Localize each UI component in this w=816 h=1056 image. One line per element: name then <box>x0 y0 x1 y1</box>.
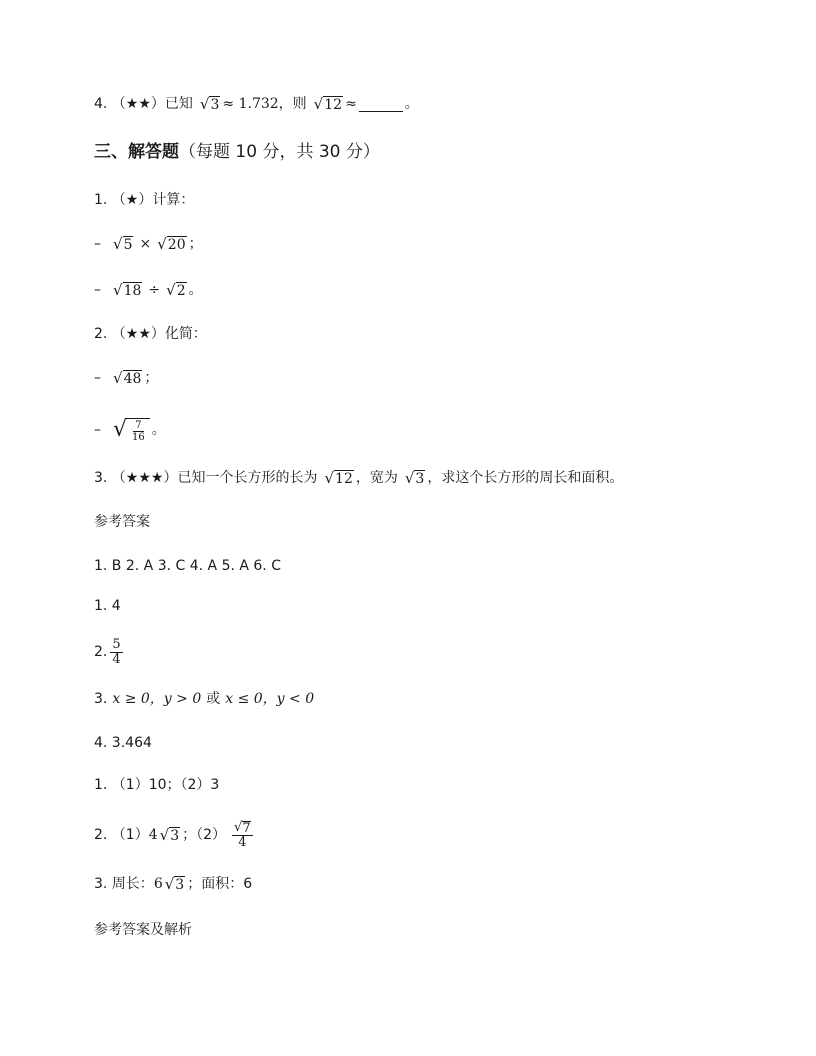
divide-sign: ÷ <box>148 282 161 298</box>
sqrt-expression: √ 3 <box>404 469 425 487</box>
problem-2-part-a <box>94 368 158 388</box>
answers-multiple-choice <box>94 556 281 576</box>
list-dash: – <box>94 236 101 252</box>
radical-sign-icon: √ <box>113 235 123 253</box>
answer-label: 2. <box>94 644 108 660</box>
answer-text: 1. 4 <box>94 598 121 614</box>
period: 。 <box>151 422 166 438</box>
answer-solve-3 <box>94 874 252 894</box>
problem-1-label <box>94 190 194 210</box>
problem-label: 3. （★★★）已知一个长方形的长为 <box>94 470 318 486</box>
period: 。 <box>404 96 419 112</box>
radical-sign-icon: √ <box>234 819 243 835</box>
sqrt-expression: √ 3 <box>164 875 185 893</box>
or-text: 或 <box>206 691 221 707</box>
q4-label: 4. （★★）已知 <box>94 96 193 112</box>
mc-answers: 1. B 2. A 3. C 4. A 5. A 6. C <box>94 558 281 574</box>
analysis-title-text: 参考答案及解析 <box>94 922 192 938</box>
answer-fill-2 <box>94 636 126 668</box>
fraction: $\frac{5}{4}$ <box>112 636 121 667</box>
coefficient: 4 <box>148 827 158 843</box>
sqrt-expression: √ 3 <box>199 95 220 113</box>
section-title: 三、解答题 <box>94 142 179 162</box>
sqrt-expression: √ 12 <box>324 469 353 487</box>
period: 。 <box>188 282 203 298</box>
radical-sign-icon: √ <box>113 281 123 299</box>
answer-label: 3. <box>94 691 108 707</box>
problem-text: ，求这个长方形的周长和面积。 <box>427 470 624 486</box>
radical-sign-icon: √ <box>313 95 324 113</box>
fraction: $\frac{7}{16}$ <box>132 420 145 443</box>
sqrt-expression: √ 2 <box>166 281 186 299</box>
coefficient: 6 <box>153 876 163 892</box>
problem-1-part-a <box>94 234 203 254</box>
answer-text: 1. （1）10；（2）3 <box>94 777 220 793</box>
fraction: √ 7 4 <box>234 819 251 850</box>
answer-label: 2. （1） <box>94 827 149 843</box>
q4-approx: ≈ 1.732，则 <box>222 96 307 112</box>
problem-2-label <box>94 324 207 344</box>
radical-sign-icon: √ <box>404 469 415 487</box>
analysis-title <box>94 920 192 940</box>
answer-solve-2 <box>94 818 256 852</box>
radical-sign-icon: √ <box>159 826 170 844</box>
problem-text: ，宽为 <box>355 470 398 486</box>
section-3-heading <box>94 142 380 162</box>
problem-2-part-b <box>94 416 166 444</box>
section-note: （每题 10 分，共 30 分） <box>179 142 380 162</box>
sqrt-expression: √ 20 <box>157 235 186 253</box>
answers-title <box>94 512 150 532</box>
problem-1-part-b <box>94 280 203 300</box>
problem-label: 2. （★★）化简： <box>94 326 207 342</box>
question-4 <box>94 94 419 114</box>
list-dash: – <box>94 422 101 438</box>
radical-sign-icon: √ <box>113 369 123 387</box>
sqrt-expression: √ 12 <box>313 95 343 113</box>
radical-sign-icon: √ <box>324 469 335 487</box>
sqrt-expression: √ 3 <box>159 826 180 844</box>
radical-sign-icon: √ <box>113 417 128 442</box>
answers-title-text: 参考答案 <box>94 514 150 530</box>
answer-fill-4 <box>94 733 152 753</box>
answer-text: 4. 3.464 <box>94 735 152 751</box>
answer-blank[interactable] <box>359 97 403 112</box>
semicolon: ； <box>144 370 159 386</box>
sqrt-expression: √ 5 <box>113 235 133 253</box>
radical-sign-icon: √ <box>157 235 167 253</box>
sqrt-expression: √ 18 <box>113 281 142 299</box>
sqrt-fraction-expression <box>113 417 150 443</box>
radical-sign-icon: √ <box>164 875 175 893</box>
times-sign: × <box>139 236 152 252</box>
sqrt-expression: √ 48 <box>113 369 142 387</box>
problem-3 <box>94 468 623 488</box>
answer-label: 3. 周长： <box>94 876 154 892</box>
math-expression: x ≤ 0，y < 0 <box>225 691 315 707</box>
list-dash: – <box>94 282 101 298</box>
radical-sign-icon: √ <box>166 281 176 299</box>
semicolon: ； <box>188 236 203 252</box>
answer-solve-1 <box>94 775 219 795</box>
math-expression: x ≥ 0，y > 0 <box>112 691 202 707</box>
answer-text: ；面积：6 <box>187 876 253 892</box>
approx-sign: ≈ <box>345 96 357 112</box>
answer-text: ；（2） <box>182 827 227 843</box>
answer-fill-1 <box>94 596 121 616</box>
radical-sign-icon: √ <box>199 95 210 113</box>
answer-fill-3 <box>94 689 314 709</box>
problem-label: 1. （★）计算： <box>94 192 195 208</box>
list-dash: – <box>94 370 101 386</box>
